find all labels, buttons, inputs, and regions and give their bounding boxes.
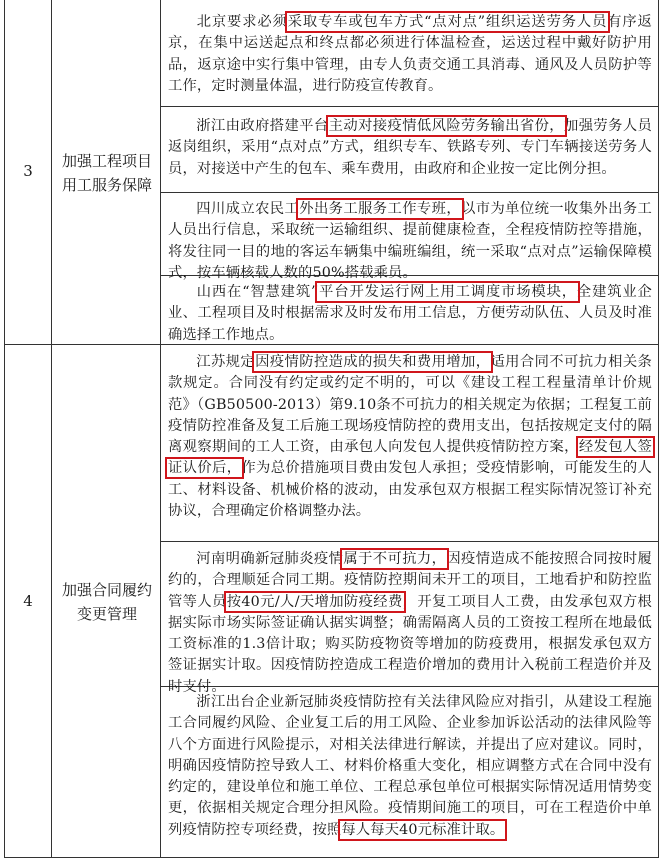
entry-text: 作为总价措施项目费由发包人承担；受疫情影响，可能发生的人工、材料设备、机械价格的波动，由发承包双方根据工程实际情况签订补充协议，合理确定价格调整办法。 [168, 460, 653, 520]
policy-entry-shanxi [168, 282, 652, 346]
highlighted-text: 采取专车或包车方式“点对点”组织运送劳务人员 [287, 14, 608, 30]
row-category-line: 变更管理 [76, 605, 137, 623]
column-divider [160, 0, 161, 857]
highlighted-text: 属于不可抗力， [343, 551, 447, 567]
policy-entry-sichuan [168, 199, 652, 284]
entry-text: 因疫情造成不能按照合同按时履约的，合理顺延合同工期。疫情防控期间未开工的项目，工地看护和防控监管等人员 [168, 551, 652, 610]
entry-text: 浙江出台企业新冠肺炎疫情防控有关法律风险应对指引，从建设工程施工合同履约风险、企业复工后的用工风险、企业参加诉讼活动的法律风险等八个方面进行风险提示，对相关法律进行解读，并提出了应对建议。同时，明确因疫情防控导致人工、材料价格重大变化，相应调整方式在合同中没有约定的，建设单位和施工单位、工程总承包单位可根据实际情况适用情势变更，依据相关规定合理分担风险。疫情期间施工的项目，可在工程造价中单列疫情防控专项经费，按照 [168, 694, 652, 838]
row-category [52, 149, 162, 197]
row-category-line: 加强工程项目 [61, 152, 152, 170]
entry-text: 加强劳务人员返岗组织，采用“点对点”方式，组织专车、铁路专列、专门车辆接送劳务人员，对接送中产生的包车、乘车费用，由政府和企业按一定比例分担。 [168, 118, 652, 177]
highlighted-text: 按40元/人/天增加防疫经费 [226, 593, 403, 610]
highlighted-text: 每人每天40元标准计取。 [341, 821, 505, 838]
entry-text: 江苏规定 [196, 354, 256, 370]
row-category-line: 用工服务保障 [61, 176, 152, 194]
policy-entry-jiangsu [168, 352, 652, 522]
entry-text: ，开复工项目人工费，由发承包双方根据实际市场实际签证确认据实调整；确需隔离人员的工资按工程所在地最低工资标准的1.3倍计取；购买防疫物资等增加的防疫费用，根据发承包双方签证据实计取。因疫情防控造成工程造价增加的费用计入税前工程造价并及时支付。 [168, 593, 652, 695]
policy-entry-zhejiang-legal [168, 692, 652, 841]
policy-entry-zhejiang [168, 116, 652, 180]
entry-text: 浙江由政府搭建平台 [196, 118, 329, 134]
row-category [52, 578, 162, 626]
highlighted-text: 因疫情防控造成的损失和费用增加， [255, 354, 491, 370]
entry-text: 河南明确新冠肺炎疫情 [196, 551, 344, 567]
row-divider [160, 106, 658, 107]
column-divider [51, 0, 52, 857]
highlighted-text: 主动对接疫情低风险劳务输出省份， [328, 118, 564, 134]
entry-text: 以市为单位统一收集外出务工人员出行信息，采取统一运输组织、提前健康检查，全程疫情防控等措施，将发往同一目的地的客运车辆集中编班编组，统一采取“点对点”运输保障模式，按车辆核载人数的50%搭载乘员。 [168, 201, 653, 281]
highlighted-text: 外出务工服务工作专班， [299, 201, 462, 217]
entry-text: 四川成立农民工 [196, 201, 300, 217]
policy-entry-beijing [168, 12, 652, 97]
policy-entry-henan [168, 549, 652, 698]
policy-table [4, 0, 659, 858]
highlighted-text: 经发包人签证认价后， [168, 439, 652, 477]
entry-text: 有序返京，在集中运送起点和终点都必须进行体温检查，运送过程中戴好防护用品，返京途中实行集中管理，由专人负责交通工具消毒、通风及人员防护等工作，定时测量体温，进行防疫宣传教育。 [168, 14, 653, 94]
row-category-line: 加强合同履约 [61, 581, 152, 599]
entry-text: 山西在“智慧建筑” [196, 284, 319, 300]
row-number: 3 [23, 162, 33, 180]
row-divider [160, 192, 658, 193]
highlighted-text: 平台开发运行网上用工调度市场模块， [318, 284, 577, 300]
entry-text: 全建筑业企业、工程项目及时根据需求及时发布用工信息，方便劳动队伍、人员及时准确选择工作地点。 [168, 284, 652, 343]
row-divider [160, 541, 658, 542]
entry-text: 北京要求必须 [196, 14, 288, 30]
row-number: 4 [23, 592, 33, 610]
entry-text: 适用合同不可抗力相关条款规定。合同没有约定或约定不明的，可以《建设工程工程量清单计价规范》（GB50500-2013）第9.10条不可抗力的相关规定为依据；工程复工前疫情防控准备及复工后施工现场疫情防控的费用支出，包括按规定支付的隔离观察期间的工人工资，由承包人向发包人提供疫情防控方案， [168, 354, 652, 456]
